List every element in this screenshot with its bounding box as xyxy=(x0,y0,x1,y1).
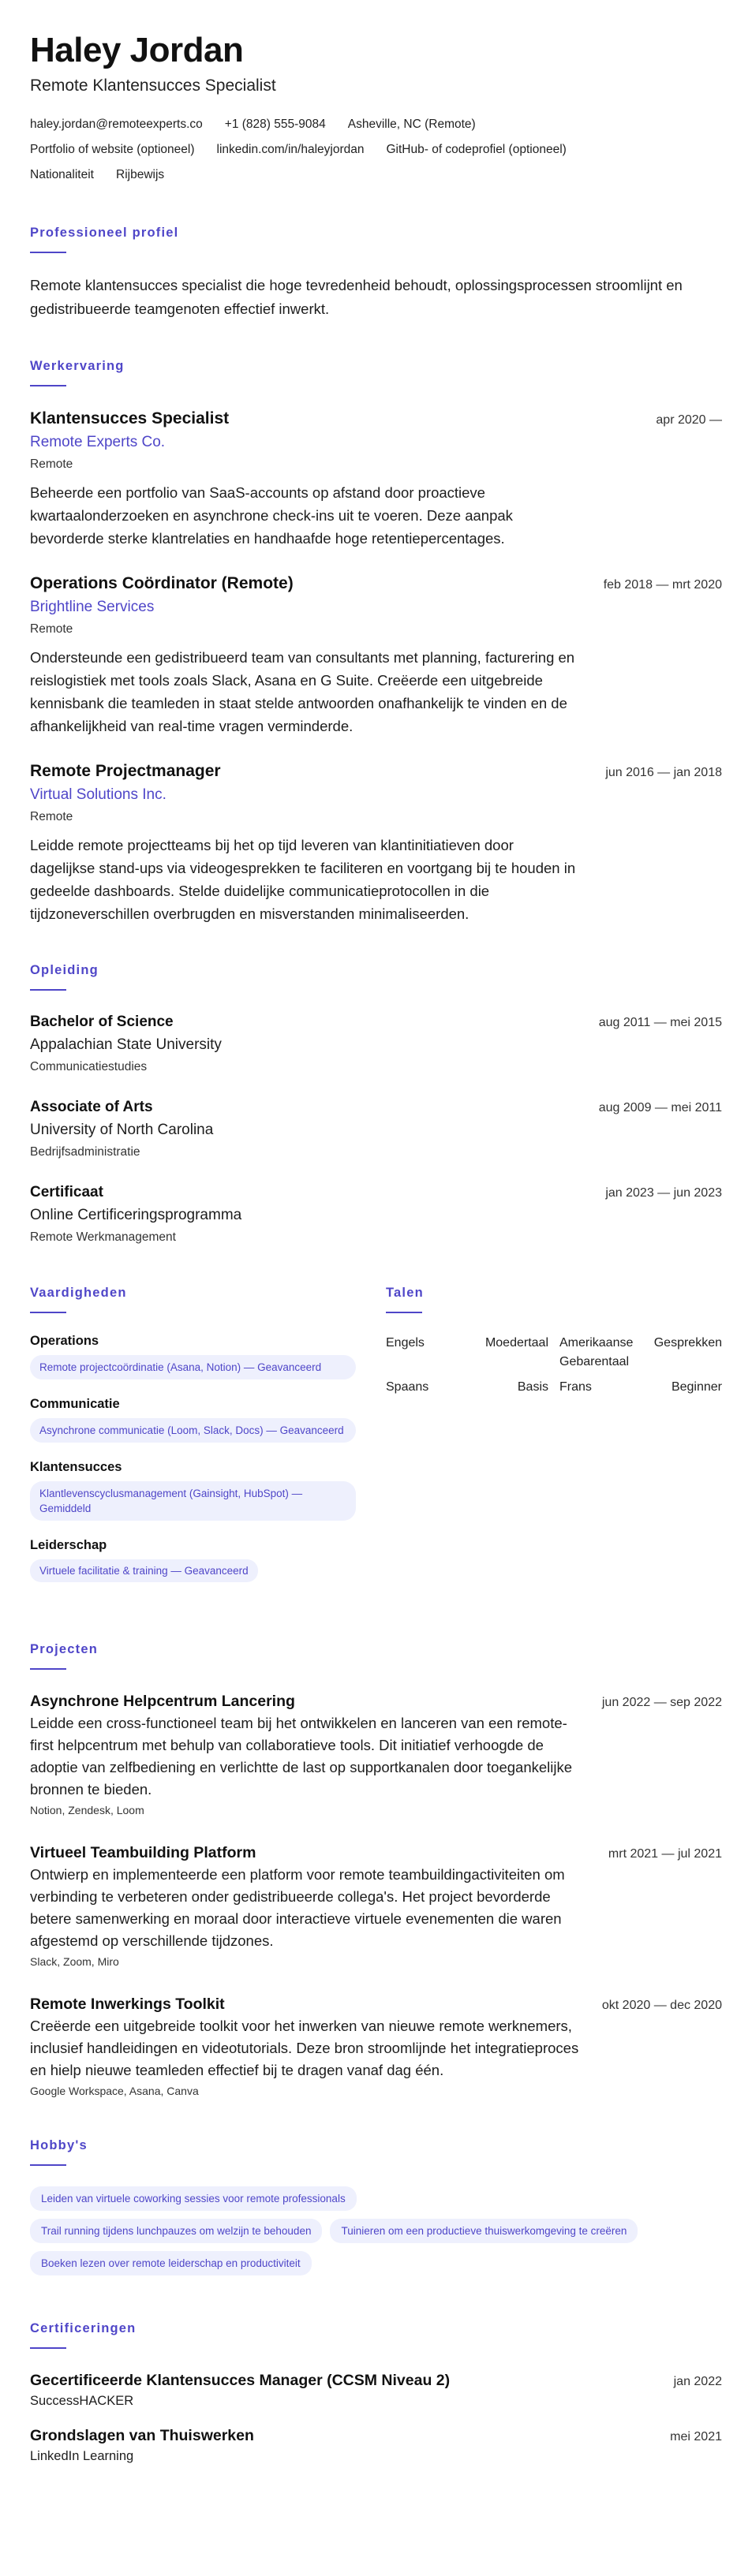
section-divider xyxy=(386,1312,422,1313)
projects-section xyxy=(30,1642,722,2100)
job-title: Klantensucces Specialist xyxy=(30,409,230,427)
project-tools: Google Workspace, Asana, Canva xyxy=(30,2085,199,2097)
project-title: Asynchrone Helpcentrum Lancering xyxy=(30,1693,295,1710)
hobby-pill: Leiden van virtuele coworking sessies voor remote professionals xyxy=(30,2186,357,2211)
experience-entry xyxy=(30,760,722,925)
job-company: Remote Experts Co. xyxy=(30,434,166,450)
candidate-name: Haley Jordan xyxy=(30,31,244,69)
certification-title: Grondslagen van Thuiswerken xyxy=(30,2427,254,2444)
project-entry xyxy=(30,1842,722,1971)
project-tools: Slack, Zoom, Miro xyxy=(30,1955,119,1968)
job-description: Leidde remote projectteams bij het op tijd leveren van klantinitiatieven door dagelijkse stand-ups via videogesprekken te faciliteren en voortgang bij te houden in gedeelde dashboards. Stelde duidelijke communicatieprotocollen in die tijdzoneverschillen overbrugden en misverstanden minimaliseerden. xyxy=(30,837,576,922)
hobby-pill: Boeken lezen over remote leiderschap en productiviteit xyxy=(30,2251,312,2275)
certification-date: jan 2022 xyxy=(673,2375,722,2388)
job-title: Remote Projectmanager xyxy=(30,762,221,780)
education-date: aug 2009 — mei 2011 xyxy=(598,1101,722,1114)
language-item xyxy=(559,1334,722,1372)
hobby-pill: Tuinieren om een productieve thuiswerkomgeving te creëren xyxy=(330,2219,638,2243)
contact-info xyxy=(30,112,722,188)
education-date: jan 2023 — jun 2023 xyxy=(605,1186,722,1200)
certification-issuer: SuccessHACKER xyxy=(30,2394,134,2408)
hobby-list xyxy=(30,2186,722,2283)
skills-section xyxy=(30,1286,356,1604)
profile-summary: Remote klantensucces specialist die hoge tevredenheid behoudt, oplossingsprocessen stroomlijnt en gedistribueerde teamgenoten effectief inwerkt. xyxy=(30,277,683,317)
certification-issuer: LinkedIn Learning xyxy=(30,2449,134,2463)
institution: Appalachian State University xyxy=(30,1036,222,1053)
institution: Online Certificeringsprogramma xyxy=(30,1207,242,1223)
experience-entry xyxy=(30,572,722,737)
contact-github[interactable]: GitHub- of codeprofiel (optioneel) xyxy=(386,143,567,156)
project-title: Virtueel Teambuilding Platform xyxy=(30,1844,256,1861)
skill-pill: Asynchrone communicatie (Loom, Slack, Docs) — Geavanceerd xyxy=(30,1418,356,1443)
skill-group xyxy=(30,1460,356,1521)
language-name: Spaans xyxy=(386,1380,429,1394)
language-name: Amerikaanse Gebarentaal xyxy=(559,1336,634,1368)
section-title: Opleiding xyxy=(30,963,99,977)
project-date: okt 2020 — dec 2020 xyxy=(601,1999,722,2012)
skill-pill: Virtuele facilitatie & training — Geavanceerd xyxy=(30,1559,258,1582)
section-title: Projecten xyxy=(30,1642,98,1656)
profile-section xyxy=(30,226,722,321)
job-title: Operations Coördinator (Remote) xyxy=(30,574,294,592)
skills-languages-row xyxy=(30,1286,722,1604)
skill-category: Klantensucces xyxy=(30,1460,122,1474)
skill-group xyxy=(30,1334,356,1379)
certification-entry xyxy=(30,2369,722,2410)
section-divider xyxy=(30,989,66,991)
project-description: Ontwierp en implementeerde een platform voor remote teambuildingactiviteiten om verbinding te verbeteren onder gedistribueerde collega's. Het project bevorderde betere samenwerking en moraal door interactieve virtuele evenementen die waren afgestemd op verschillende tijdzones. xyxy=(30,1866,565,1949)
languages-section xyxy=(386,1286,722,1604)
contact-license: Rijbewijs xyxy=(116,168,165,181)
job-date: apr 2020 — xyxy=(656,413,722,427)
education-entry xyxy=(30,1182,722,1248)
job-description: Beheerde een portfolio van SaaS-accounts op afstand door proactieve kwartaalonderzoeken en asynchrone check-ins uit te voeren. Deze aanpak bevorderde sterke klantrelaties en handhaafde hoge retentiepercentages. xyxy=(30,484,513,547)
degree-title: Associate of Arts xyxy=(30,1099,153,1115)
language-level: Basis xyxy=(517,1380,548,1394)
education-date: aug 2011 — mei 2015 xyxy=(598,1016,722,1029)
job-company: Virtual Solutions Inc. xyxy=(30,786,166,803)
resume-header xyxy=(30,30,722,188)
project-description: Creëerde een uitgebreide toolkit voor het inwerken van nieuwe remote werknemers, inclusief handleidingen en videotutorials. Deze bron stroomlijnde het integratieproces en hielp nieuwe teamleden effectief bij te dragen vanaf dag één. xyxy=(30,2018,579,2078)
experience-section xyxy=(30,359,722,925)
contact-linkedin[interactable]: linkedin.com/in/haleyjordan xyxy=(216,143,365,156)
job-company: Brightline Services xyxy=(30,599,155,615)
field-of-study: Bedrijfsadministratie xyxy=(30,1145,140,1159)
project-description: Leidde een cross-functioneel team bij het ontwikkelen en lanceren van een remote-first helpcentrum met behulp van collaboratieve tools. Dit initiatief verhoogde de adoptie van zelfbediening en verlichtte de last op supportkanalen door toegankelijke bronnen te bieden. xyxy=(30,1715,573,1798)
section-title: Vaardigheden xyxy=(30,1286,127,1300)
language-level: Gesprekken xyxy=(653,1336,722,1350)
skill-group xyxy=(30,1538,356,1587)
certifications-section xyxy=(30,2321,722,2466)
section-title: Professioneel profiel xyxy=(30,226,179,240)
contact-nationality: Nationaliteit xyxy=(30,168,94,181)
section-divider xyxy=(30,2164,66,2166)
job-date: feb 2018 — mrt 2020 xyxy=(603,578,722,592)
certification-date: mei 2021 xyxy=(670,2430,722,2443)
job-location: Remote xyxy=(30,810,73,823)
contact-email[interactable]: haley.jordan@remoteexperts.co xyxy=(30,118,203,131)
degree-title: Bachelor of Science xyxy=(30,1014,174,1030)
field-of-study: Remote Werkmanagement xyxy=(30,1230,176,1244)
skill-category: Communicatie xyxy=(30,1397,120,1411)
project-entry xyxy=(30,1993,722,2100)
contact-phone[interactable]: +1 (828) 555-9084 xyxy=(224,118,326,131)
job-location: Remote xyxy=(30,622,73,636)
project-title: Remote Inwerkings Toolkit xyxy=(30,1995,225,2013)
hobbies-section xyxy=(30,2138,722,2283)
candidate-headline: Remote Klantensucces Specialist xyxy=(30,77,276,95)
skill-category: Operations xyxy=(30,1334,99,1348)
project-tools: Notion, Zendesk, Loom xyxy=(30,1804,144,1816)
certification-title: Gecertificeerde Klantensucces Manager (CCSM Niveau 2) xyxy=(30,2372,451,2389)
skill-category: Leiderschap xyxy=(30,1538,107,1552)
language-item xyxy=(559,1378,722,1397)
language-name: Engels xyxy=(386,1336,425,1350)
project-date: jun 2022 — sep 2022 xyxy=(601,1696,722,1709)
language-item xyxy=(386,1334,548,1372)
certification-entry xyxy=(30,2425,722,2466)
skill-pill: Klantlevenscyclusmanagement (Gainsight, HubSpot) — Gemiddeld xyxy=(30,1481,356,1521)
language-item xyxy=(386,1378,548,1397)
education-entry xyxy=(30,1096,722,1163)
job-date: jun 2016 — jan 2018 xyxy=(605,766,722,779)
section-divider xyxy=(30,385,66,386)
hobby-pill: Trail running tijdens lunchpauzes om welzijn te behouden xyxy=(30,2219,322,2243)
section-divider xyxy=(30,252,66,253)
job-description: Ondersteunde een gedistribueerd team van consultants met planning, facturering en reislogistiek met tools zoals Slack, Asana en G Suite. Creëerde een uitgebreide kennisbank die teamleden in staat stelde antwoorden onafhankelijk te vinden en de afhankelijkheid van real-time vragen verminderde. xyxy=(30,649,575,734)
language-name: Frans xyxy=(559,1380,592,1394)
section-title: Werkervaring xyxy=(30,359,125,373)
education-section xyxy=(30,963,722,1248)
section-divider xyxy=(30,1668,66,1670)
language-level: Beginner xyxy=(671,1380,722,1394)
language-level: Moedertaal xyxy=(484,1336,548,1350)
section-title: Hobby's xyxy=(30,2138,88,2152)
section-divider xyxy=(30,2347,66,2349)
contact-location: Asheville, NC (Remote) xyxy=(347,118,476,131)
section-divider xyxy=(30,1312,66,1313)
degree-title: Certificaat xyxy=(30,1184,103,1200)
experience-entry xyxy=(30,407,722,550)
skill-pill: Remote projectcoördinatie (Asana, Notion) — Geavanceerd xyxy=(30,1355,356,1379)
project-entry xyxy=(30,1690,722,1820)
contact-website[interactable]: Portfolio of website (optioneel) xyxy=(30,143,195,156)
section-title: Talen xyxy=(386,1286,424,1300)
section-title: Certificeringen xyxy=(30,2321,137,2335)
institution: University of North Carolina xyxy=(30,1122,214,1138)
project-date: mrt 2021 — jul 2021 xyxy=(608,1847,722,1861)
education-entry xyxy=(30,1011,722,1077)
skill-group xyxy=(30,1397,356,1443)
field-of-study: Communicatiestudies xyxy=(30,1060,148,1073)
job-location: Remote xyxy=(30,457,73,471)
